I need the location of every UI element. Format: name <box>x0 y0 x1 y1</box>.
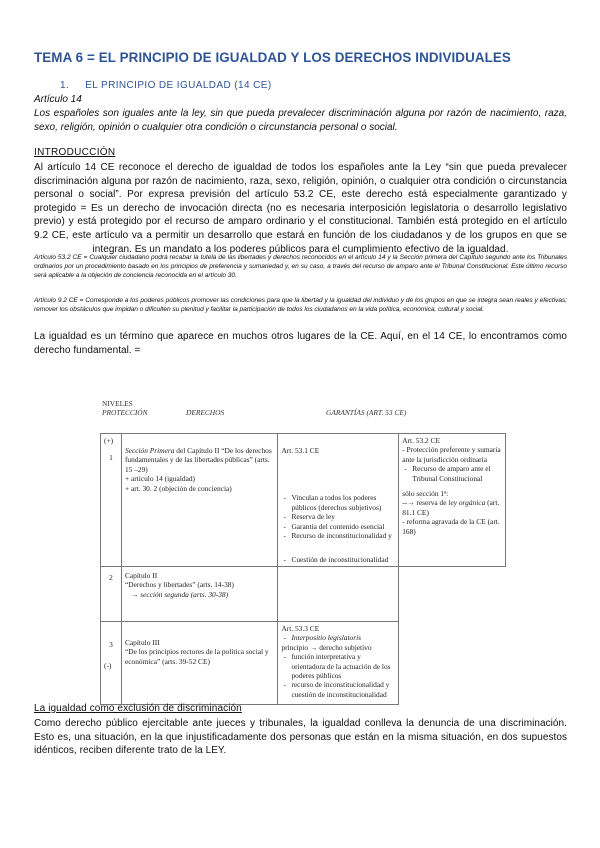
rights-cell <box>121 622 277 705</box>
guarantee-item: - función interpretativa y orientadora de la actuación de los poderes públicos <box>291 652 395 680</box>
principio-derecho: principio → derecho subjetivo <box>281 642 372 652</box>
art-53-2: Art. 53.2 CE <box>402 436 440 445</box>
level-cell <box>101 622 122 705</box>
rights-cell <box>121 567 277 622</box>
level-cell <box>101 434 122 567</box>
guarantee-item: - Recurso de inconstitucionalidad y <box>291 531 395 540</box>
guarantee-extra-item: - Recurso de amparo ante el Tribunal Constitucional <box>412 464 502 483</box>
art-53-1: Art. 53.1 CE <box>281 446 320 455</box>
capitulo-iii: Capítulo III <box>124 638 160 647</box>
guarantee-item: - Garantía del contenido esencial <box>291 522 395 531</box>
rights-plus-14: + artículo 14 (igualdad) <box>124 474 196 484</box>
header-derechos: DERECHOS <box>186 408 225 417</box>
intro-line: personal o social”. Por expresa previsión del artículo 53.2 CE, este derecho está especialmente garantizado y <box>34 189 567 201</box>
intro-paragraph <box>34 161 567 256</box>
intro-line: 9.2 CE, este artículo va a permitir un desarrollo que estará en función de los ciudadanos y de los grupos en que se <box>34 229 567 241</box>
section-label: EL PRINCIPIO DE IGUALDAD (14 CE) <box>85 80 272 91</box>
level-number: 1 <box>109 453 113 463</box>
reserva-pre: --→ reserva de <box>402 498 449 508</box>
section-number: 1. <box>60 80 70 91</box>
reserva-ley-organica: ley orgánica <box>448 498 486 508</box>
guarantee-item: - Reserva de ley <box>291 512 395 521</box>
page-title: TEMA 6 = EL PRINCIPIO DE IGUALDAD Y LOS DERECHOS INDIVIDUALES <box>34 50 511 65</box>
header-proteccion: PROTECCIÓN <box>102 408 148 417</box>
note-article-9-2: Artículo 9.2 CE = Corresponde a los poderes públicos promover las condiciones para que la libertad y la igualdad del individuo y de los grupos en que se integra sean reales y efectivas; remover los obstáculos que impidan o dificulten su plenitud y facilitar la participación de todos los ciudadanos en la vida política, económica, cultural y social. <box>34 297 567 314</box>
level-number: 2 <box>109 573 113 582</box>
intro-heading: INTRODUCCIÓN <box>34 147 116 158</box>
guarantee-list <box>281 555 395 564</box>
guarantee-list <box>281 633 395 642</box>
reserva-post: (art. 81.1 CE) <box>402 498 500 517</box>
plus-marker: (+) <box>104 436 114 445</box>
guarantee-item: - Interpositio legislatoris <box>291 633 395 642</box>
guarantee-item: - Vinculan a todos los poderes públicos (derechos subjetivos) <box>291 493 395 512</box>
section-heading <box>60 80 272 91</box>
empty-cell <box>399 567 506 622</box>
paragraph-igualdad: La igualdad es un término que aparece en muchos otros lugares de la CE. Aquí, en el 14 CE, lo encontramos como derecho fundamental. = <box>34 331 567 356</box>
paragraph-discriminacion: Como derecho público ejercitable ante jueces y tribunales, la igualdad conlleva la denuncia de una discriminación. Esto es, una situación, en la que injustificadamente dos personas que están en la misma situación, en dos supuestos idénticos, reciben diferente trato de la LEY. <box>34 718 567 757</box>
guarantees-table <box>100 433 506 705</box>
solo-seccion: sólo sección 1ª: <box>402 489 449 499</box>
guarantees-figure <box>96 395 506 699</box>
level-cell <box>101 567 122 622</box>
rights-plus-30: + art. 30. 2 (objeción de conciencia) <box>124 483 232 493</box>
capitulo-ii: Capítulo II <box>124 571 158 580</box>
reforma-agravada: - reforma agravada de la CE (art. 168) <box>402 517 500 536</box>
intro-line: discriminación alguna por razón de nacimiento, raza, sexo, religión, opinión, o cualquier otra condición o circunstancia <box>34 175 567 187</box>
seccion-primera: Sección Primera <box>124 446 175 455</box>
guarantee-list <box>281 652 395 699</box>
table-row <box>101 567 506 622</box>
article-quote: Los españoles son iguales ante la ley, sin que pueda prevalecer discriminación alguna por razón de nacimiento, raza, sexo, religión, opinión o cualquier otra condición o circunstancia personal o social. <box>34 108 567 133</box>
art-53-3: Art. 53.3 CE <box>281 624 320 633</box>
rights-text: del Capítulo II “De los derechos fundamentales y de las libertades públicas” (arts. 15 –29) <box>124 446 272 474</box>
header-niveles: NIVELES <box>102 399 133 408</box>
reserva-ley <box>402 498 502 517</box>
minus-marker: (-) <box>104 661 112 671</box>
capitulo-iii-title: “De los principios rectores de la política social y económica” (arts. 39-52 CE) <box>124 647 269 666</box>
level-number: 3 <box>109 640 113 649</box>
guarantee-cell <box>278 434 399 567</box>
guarantee-cell <box>278 622 399 705</box>
intro-line: protegido = Es un derecho de invocación directa (no es necesaria interposición legislatoria o desarrollo legislativo <box>34 202 567 214</box>
intro-line: Al artículo 14 CE reconoce el derecho de igualdad de todos los españoles ante la Ley “sin que pueda prevalecer <box>34 162 567 173</box>
section-heading-discriminacion: La igualdad como exclusión de discriminación <box>34 703 242 714</box>
capitulo-ii-title: “Derechos y libertades” (arts. 14-38) <box>124 580 234 590</box>
table-row <box>101 622 506 705</box>
seccion-segunda: → sección segunda (arts. 30-38) <box>130 589 229 599</box>
article-label: Artículo 14 <box>34 94 82 105</box>
header-garantias: GARANTÍAS (ART. 53 CE) <box>326 408 407 417</box>
guarantee-cell <box>278 555 399 622</box>
intro-line: integran. Es un mandato a los poderes públicos para el cumplimiento efectivo de la igualdad. <box>92 243 509 255</box>
table-row <box>101 434 506 567</box>
note-article-53-2: Artículo 53.2 CE = Cualquier ciudadano podrá recabar la tutela de las libertades y derechos reconocidos en el artículo 14 y la Sección primera del Capítulo segundo ante los Tribunales ordinarios por un procedimiento basado en los principios de preferencia y sumariedad y, en su caso, a través del recurso de amparo ante el Tribunal Constitucional. Este último recurso será aplicable a la objeción de conciencia reconocida en el artículo 30. <box>34 254 567 280</box>
intro-line: previo) y está protegido por el recurso de amparo ordinario y el constitucional. También está protegido en el artículo <box>34 216 567 228</box>
guarantee-extra: - Protección preferente y sumaria ante la jurisdicción ordinaria <box>402 445 501 464</box>
guarantee-item: - Cuestión de inconstitucionalidad <box>291 555 395 564</box>
guarantee-extra-cell <box>399 434 506 567</box>
empty-cell <box>399 622 506 705</box>
guarantee-extra-list <box>402 464 502 483</box>
guarantee-list <box>281 493 395 540</box>
guarantee-item: - recurso de inconstitucionalidad y cuestión de inconstitucionalidad <box>291 680 395 699</box>
rights-cell <box>121 434 277 567</box>
